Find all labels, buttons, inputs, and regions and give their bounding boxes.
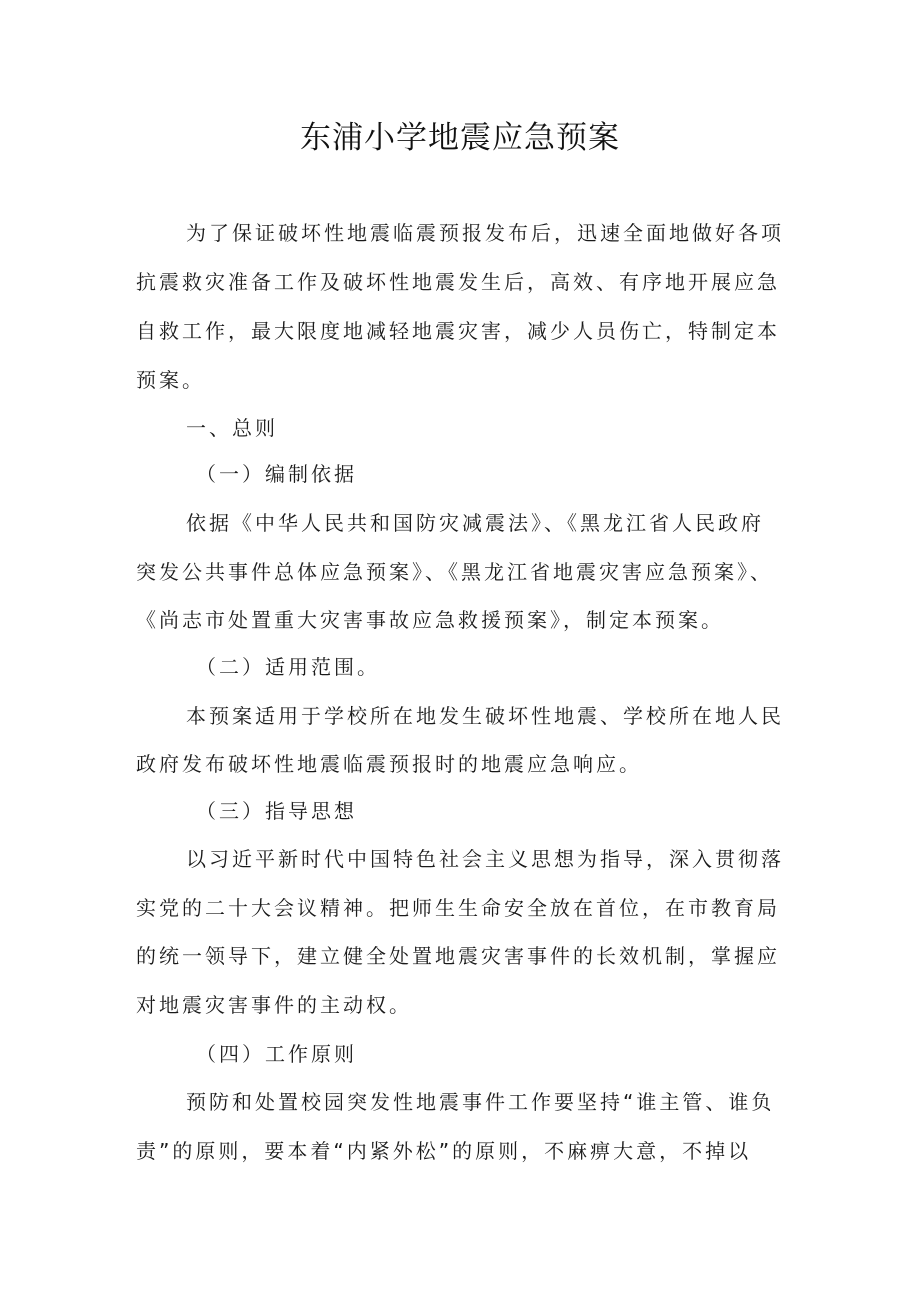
paragraph-line: 政府发布破坏性地震临震预报时的地震应急响应。 bbox=[136, 752, 642, 776]
paragraph-line: 对地震灾害事件的主动权。 bbox=[136, 993, 412, 1017]
paragraph-line: 《尚志市处置重大灾害事故应急救援预案》，制定本预案。 bbox=[136, 608, 724, 632]
paragraph-line: 抗震救灾准备工作及破坏性地震发生后，高效、有序地开展应急 bbox=[136, 270, 780, 294]
paragraph-line: 的统一领导下，建立健全处置地震灾害事件的长效机制，掌握应 bbox=[136, 944, 780, 968]
paragraph-line: 自救工作，最大限度地减轻地震灾害，减少人员伤亡，特制定本 bbox=[136, 319, 780, 343]
paragraph-line: 突发公共事件总体应急预案》、《黑龙江省地震灾害应急预案》、 bbox=[136, 560, 773, 584]
subsection-heading: （四）工作原则 bbox=[196, 1042, 357, 1066]
subsection-heading: （三）指导思想 bbox=[196, 799, 357, 823]
section-heading: 一、总则 bbox=[186, 416, 278, 440]
subsection-heading: （二）适用范围。 bbox=[196, 655, 380, 679]
paragraph-line: 预防和处置校园突发性地震事件工作要坚持“谁主管、谁负 bbox=[186, 1090, 775, 1114]
paragraph-line: 责”的原则，要本着“内紧外松”的原则，不麻痹大意，不掉以 bbox=[136, 1139, 752, 1163]
paragraph-line: 为了保证破坏性地震临震预报发布后，迅速全面地做好各项 bbox=[186, 221, 784, 245]
paragraph-line: 本预案适用于学校所在地发生破坏性地震、学校所在地人民 bbox=[186, 704, 784, 728]
paragraph-line: 预案。 bbox=[136, 368, 205, 392]
paragraph-line: 以习近平新时代中国特色社会主义思想为指导，深入贯彻落 bbox=[186, 847, 784, 871]
document-title: 东浦小学地震应急预案 bbox=[300, 120, 620, 156]
paragraph-line: 实党的二十大会议精神。把师生生命安全放在首位，在市教育局 bbox=[136, 896, 780, 920]
paragraph-line: 依据《中华人民共和国防灾减震法》、《黑龙江省人民政府 bbox=[186, 511, 764, 535]
subsection-heading: （一）编制依据 bbox=[196, 462, 357, 486]
